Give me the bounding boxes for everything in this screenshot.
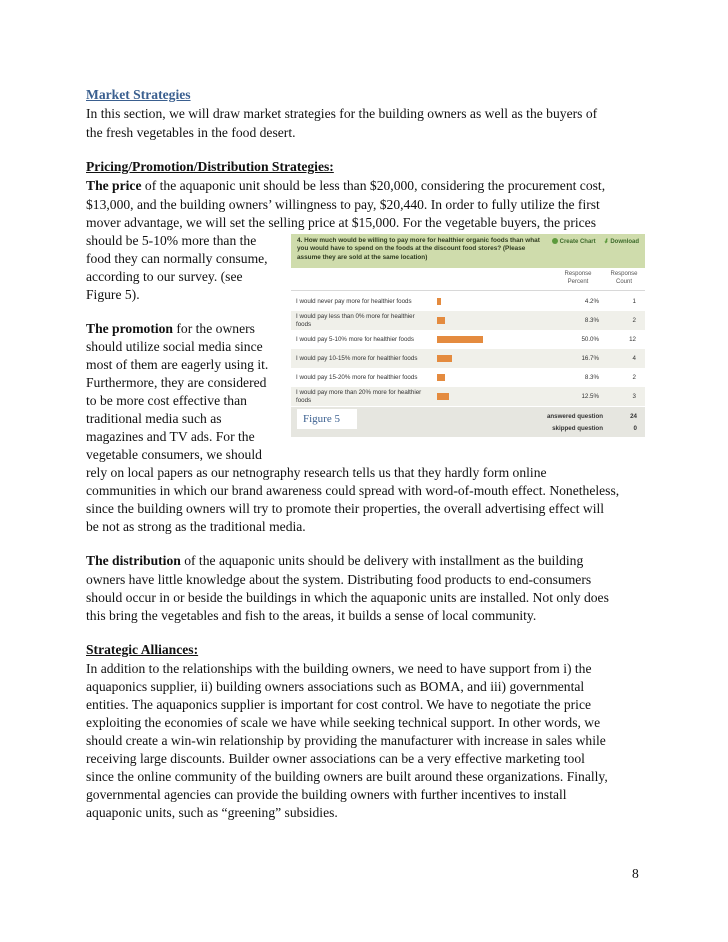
price-line-3: mover advantage, we will set the selling price at $15,000. For the vegetable buyers, the prices [86,215,596,230]
survey-footer [291,407,645,437]
promo-line-7: magazines and TV ads. For the [86,429,255,444]
market-strategies-heading: Market Strategies [86,87,191,102]
alliances-line-2: aquaponics supplier, ii) building owners associations such as BOMA, and iii) governmental [86,679,585,694]
market-intro-line-2: the fresh vegetables in the food desert. [86,125,296,140]
survey-row-label: I would pay 15-20% more for healthier foods [296,373,418,381]
survey-row-bar [437,336,483,343]
survey-row-label: I would pay less than 0% more for healthier foods [296,313,415,328]
survey-row-bar [437,374,445,381]
promo-line-10: communities in which our brand awareness could spread with word-of-mouth effect. Nonetheless, [86,483,620,498]
price-line-4: should be 5-10% more than the [86,233,257,248]
dist-line-2: owners have little knowledge about the system. Distributing food products to end-consumers [86,572,592,587]
price-line-1 [86,177,648,196]
survey-row-percent: 16.7% [581,355,599,362]
answered-value: 24 [630,413,637,420]
download-arrow-icon: ⬇ [603,239,609,245]
create-chart-icon [552,238,558,244]
survey-row-bar [437,317,445,324]
price-line-1-text: of the aquaponic unit should be less than $20,000, considering the procurement cost, [141,178,606,193]
survey-tools [546,238,639,245]
promo-line-1-text: for the owners [173,321,255,336]
survey-row-count: 3 [632,393,636,400]
header-divider [291,290,645,291]
survey-row-percent: 8.3% [584,317,599,324]
promo-line-8: vegetable consumers, we should [86,447,262,462]
pricing-heading: Pricing/Promotion/Distribution Strategies: [86,159,334,174]
price-line-7: Figure 5). [86,287,140,302]
survey-row-count: 2 [632,317,636,324]
survey-row [291,292,645,311]
alliances-line-5: should create a win-win relationship by providing the manufacturer with increase in sales while [86,733,606,748]
survey-row-label: I would pay 10-15% more for healthier foods [296,354,418,362]
survey-row-bar [437,393,449,400]
price-line-6: according to our survey. (see [86,269,243,284]
survey-row-count: 4 [632,355,636,362]
answered-label: answered question [546,413,603,420]
market-intro-line-1: In this section, we will draw market strategies for the building owners as well as the buyers of [86,106,598,121]
survey-row [291,368,645,387]
alliances-line-6: receiving large discounts. Builder owner associations can be a very effective marketing tool [86,751,585,766]
survey-row-bar [437,298,441,305]
promo-line-12: be not as strong as the traditional media. [86,519,306,534]
survey-row [291,387,645,406]
col-header-count: Response Count [610,271,638,285]
create-chart-link[interactable]: Create Chart [552,239,596,245]
survey-row [291,330,645,349]
promo-line-11: since the building owners will try to promote their properties, the overall advertising effect will [86,501,605,516]
survey-row-count: 2 [632,374,636,381]
price-line-5: food they can normally consume, [86,251,268,266]
price-lead: The price [86,178,142,193]
alliances-line-4: exploiting the economies of scale we have while seeking technical support. In other words, we [86,715,601,730]
alliances-line-7: since the online community of the building owners are built around these organizations. Finally, [86,769,608,784]
alliances-line-1: In addition to the relationships with the building owners, we need to have support from i) the [86,661,592,676]
survey-row-bar [437,355,452,362]
alliances-line-3: entities. The aquaponics supplier is important for cost control. We have to negotiate the price [86,697,592,712]
survey-row-count: 12 [629,336,636,343]
dist-line-1-text: of the aquaponic units should be delivery with installment as the building [180,553,584,568]
promo-lead: The promotion [86,321,173,336]
promo-line-2: should utilize social media since [86,339,263,354]
promo-line-5: to be more cost effective than [86,393,247,408]
dist-line-4: this bring the vegetables and fish to the areas, it builds a sense of local community. [86,608,537,623]
price-line-2: $13,000, and the building owners’ willingness to pay, $20,440. In order to fully utilize the first [86,197,600,212]
dist-lead: The distribution [86,553,181,568]
col-header-percent: Response Percent [564,271,592,285]
survey-row-percent: 50.0% [581,336,599,343]
promo-line-6: traditional media such as [86,411,222,426]
survey-row-label: I would never pay more for healthier foods [296,297,412,305]
page-number: 8 [632,866,639,881]
survey-row [291,311,645,330]
promo-line-3: most of them are eagerly using it. [86,357,269,372]
figure-caption: Figure 5 [297,409,357,429]
alliances-line-8: governmental agencies can provide the building owners with further incentives to install [86,787,567,802]
survey-row-percent: 12.5% [581,393,599,400]
skipped-label: skipped question [552,425,603,432]
survey-figure [291,234,645,437]
survey-question-bar [291,234,645,268]
survey-row-label: I would pay 5-10% more for healthier foods [296,335,414,343]
alliances-heading: Strategic Alliances: [86,642,199,657]
promo-line-4: Furthermore, they are considered [86,375,267,390]
download-link[interactable]: ⬇ Download [603,239,639,245]
promo-line-9: rely on local papers as our netnography research tells us that they hardly form online [86,465,547,480]
survey-row-label: I would pay more than 20% more for healthier foods [296,389,422,404]
dist-line-1 [86,552,648,571]
survey-row-count: 1 [632,298,636,305]
alliances-line-9: aquaponic units, such as “greening” subsidies. [86,805,338,820]
skipped-value: 0 [633,425,637,432]
survey-row-percent: 4.2% [584,298,599,305]
survey-question: 4. How much would be willing to pay more for healthier organic foods than what you would have to spend on the foods at the discount food stores? (Please assume they are sold at the same location) [297,237,540,261]
promo-line-1 [86,320,255,339]
survey-row-percent: 8.3% [584,374,599,381]
dist-line-3: should occur in or beside the buildings in which the aquaponic units are installed. Not only does [86,590,609,605]
survey-row [291,349,645,368]
